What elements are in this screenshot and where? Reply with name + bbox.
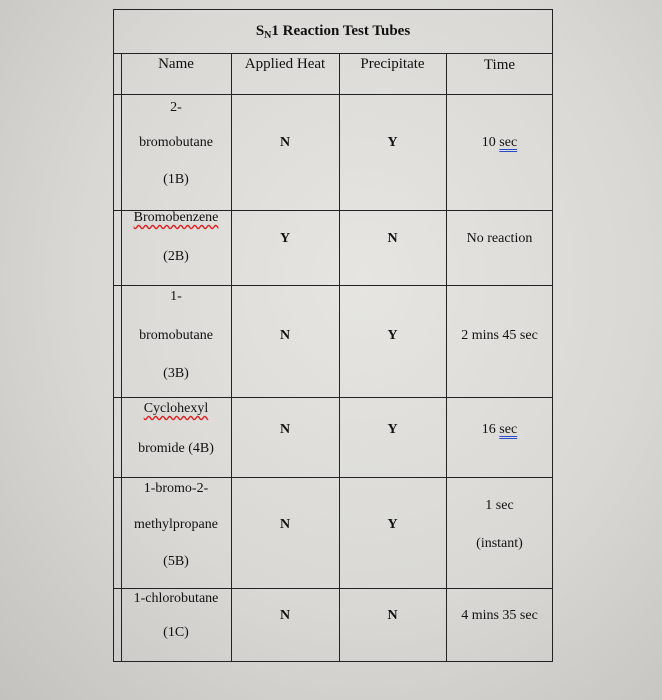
- table-row: [121, 285, 231, 397]
- table-row: [121, 588, 231, 662]
- table-row: [121, 397, 231, 477]
- precipitate-value: N: [387, 231, 398, 246]
- title-text: 1 Reaction Test Tubes: [271, 22, 411, 39]
- title-prefix: S: [255, 22, 265, 39]
- table-row: [121, 210, 231, 285]
- precipitate-value: Y: [387, 422, 398, 437]
- table-row: [121, 94, 231, 210]
- table-title: [113, 9, 553, 53]
- row-name-line: (3B): [163, 366, 189, 381]
- heat-value: N: [279, 517, 291, 532]
- time-unit: sec: [499, 422, 518, 437]
- row-name-line: methylpropane: [134, 517, 218, 532]
- row-name-line: (1C): [163, 625, 189, 640]
- header-time: Time: [483, 57, 516, 73]
- heat-value: N: [279, 328, 291, 343]
- heat-value: N: [279, 135, 291, 150]
- header-name: Name: [158, 56, 194, 72]
- row-name-line: 1-bromo-2-: [143, 481, 209, 496]
- precipitate-value: Y: [387, 135, 398, 150]
- table-row: [121, 477, 231, 588]
- row-name-line: 1-: [170, 289, 182, 304]
- row-name-line: 2-: [170, 100, 182, 115]
- precipitate-value: Y: [387, 328, 398, 343]
- time-value: 2 mins 45 sec: [461, 328, 538, 343]
- time-value: 1 sec: [485, 498, 514, 513]
- time-value: [446, 422, 553, 438]
- heat-value: Y: [279, 231, 291, 246]
- time-value: [446, 135, 553, 151]
- header-precipitate: Precipitate: [360, 56, 425, 72]
- row-name-line: (1B): [163, 172, 189, 187]
- heat-value: N: [279, 608, 291, 623]
- time-unit: sec: [499, 135, 518, 150]
- row-name-line: bromobutane: [139, 135, 213, 150]
- heat-value: N: [279, 422, 291, 437]
- precipitate-value: N: [387, 608, 398, 623]
- time-note: (instant): [476, 536, 523, 551]
- row-name-line: bromide (4B): [138, 441, 214, 456]
- row-name-line: (2B): [163, 249, 189, 264]
- time-number: 10: [481, 135, 500, 150]
- row-name-line: 1-chlorobutane: [133, 591, 219, 606]
- row-name-line: (5B): [163, 554, 189, 569]
- row-name-line: Bromobenzene: [133, 210, 219, 225]
- time-value: No reaction: [466, 231, 533, 246]
- time-number: 16: [481, 422, 500, 437]
- precipitate-value: Y: [387, 517, 398, 532]
- row-name-line: bromobutane: [139, 328, 213, 343]
- row-name-line: Cyclohexyl: [143, 401, 209, 416]
- time-value: 4 mins 35 sec: [461, 608, 538, 623]
- header-applied-heat: Applied Heat: [244, 56, 326, 72]
- title-subscript: N: [264, 29, 272, 41]
